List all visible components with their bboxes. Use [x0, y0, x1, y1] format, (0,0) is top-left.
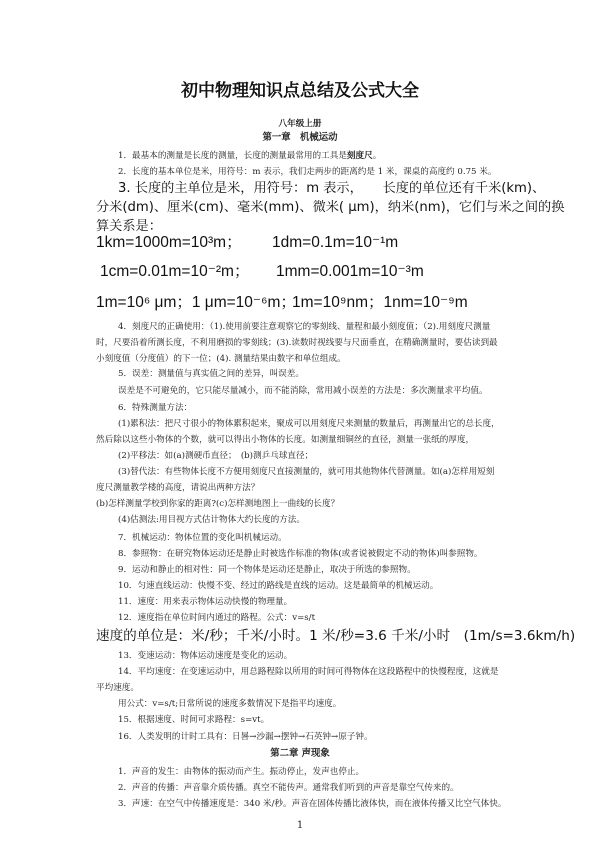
paragraph-6: 6．特殊测量方法： [118, 403, 193, 413]
chapter2-heading: 第二章 声现象 [270, 748, 330, 759]
paragraph-3b: 分米(dm)、厘米(cm)、毫米(mm)、微米( μm)，纳米(nm)，它们与米之间的换 [96, 200, 565, 215]
formula-um: 1m=10⁶ μm；1 μm=10⁻⁶m； [96, 294, 296, 311]
paragraph-14b: 平均速度。 [96, 683, 139, 693]
paragraph-4c: 小刻度值（分度值）的下一位；(4). 测量结果由数字和单位组成。 [96, 354, 346, 364]
paragraph-5: 5．误差：测量值与真实值之间的差异，叫误差。 [118, 369, 304, 379]
paragraph-6-1a: (1)累积法：把尺寸很小的物体累积起来，聚成可以用刻度尺来测量的数量后，再测量出它的总长度， [118, 419, 500, 429]
paragraph-5b: 误差是不可避免的，它只能尽量减小，而不能消除，常用减小误差的方法是：多次测量求平均值。 [118, 386, 488, 396]
paragraph-1: 1．最基本的测量是长度的测量，长度的测量最常用的工具是刻度尺。 [118, 151, 382, 161]
paragraph-16: 16．人类发明的计时工具有：日晷→沙漏→摆钟→石英钟→原子钟。 [118, 732, 373, 742]
paragraph-15: 15．根据速度、时间可求路程：s=vt。 [118, 715, 270, 725]
chapter2-item-3: 3．声速：在空气中传播速度是：340 米/秒。声音在固体传播比液体快，而在液体传播又比空气体快。 [118, 799, 507, 809]
grade-heading: 八年级上册 [278, 119, 322, 129]
paragraph-14a: 14．平均速度：在变速运动中，用总路程除以所用的时间可得物体在这段路程中的快慢程度，这就是 [118, 667, 499, 677]
paragraph-6-1b: 然后除以这些小物体的个数，就可以得出小物体的长度。如测量细铜丝的直径，测量一张纸的厚度， [96, 435, 475, 445]
paragraph-7: 7．机械运动：物体位置的变化叫机械运动。 [118, 533, 287, 543]
paragraph-3a: 3. 长度的主单位是米，用符号：m 表示， 长度的单位还有千米(km)、 [118, 181, 546, 196]
paragraph-3c: 算关系是： [96, 219, 162, 234]
formula-dm: 1dm=0.1m=10⁻¹m [272, 234, 399, 251]
chapter2-item-1: 1．声音的发生：由物体的振动而产生。振动停止，发声也停止。 [118, 767, 365, 777]
paragraph-6-2: (2)平移法：如(a)测硬币直径； (b)测乒乓球直径； [118, 451, 314, 461]
page-number: 1 [296, 820, 304, 831]
paragraph-8: 8．参照物：在研究物体运动还是静止时被选作标准的物体(或者说被假定不动的物体)叫参照物。 [118, 549, 483, 559]
paragraph-10: 10．匀速直线运动：快慢不变、经过的路线是直线的运动。这是最简单的机械运动。 [118, 581, 439, 591]
formula-nm: 1m=10⁹nm；1nm=10⁻⁹m [292, 294, 468, 311]
document-title: 初中物理知识点总结及公式大全 [181, 81, 419, 101]
paragraph-13: 13．变速运动：物体运动速度是变化的运动。 [118, 651, 293, 661]
formula-km: 1km=1000m=10³m； [96, 234, 242, 251]
paragraph-6-3c: (b)怎样测量学校到你家的距离?(c)怎样测地图上一曲线的长度？ [96, 499, 340, 509]
paragraph-14c: 用公式：v=s/t;日常所说的速度多数情况下是指平均速度。 [118, 699, 342, 709]
speed-units: 速度的单位是：米/秒；千米/小时。1 米/秒=3.6 千米/小时 (1m/s=3.6km/h) [96, 628, 576, 644]
formula-mm: 1mm=0.001m=10⁻³m [276, 263, 424, 280]
paragraph-11: 11．速度：用来表示物体运动快慢的物理量。 [118, 597, 293, 607]
paragraph-6-3b: 度尺测量教学楼的高度，请说出两种方法？ [96, 483, 260, 493]
paragraph-4a: 4．刻度尺的正确使用：（1).使用前要注意观察它的零刻线、量程和最小刻度值；（2).用刻度尺测量 [118, 322, 491, 332]
formula-cm: 1cm=0.01m=10⁻²m； [100, 263, 250, 280]
paragraph-6-3a: (3)替代法：有些物体长度不方便用刻度尺直接测量的，就可用其他物体代替测量。如(a)怎样用短刻 [118, 467, 495, 477]
ruler-term: 刻度尺 [346, 151, 373, 161]
paragraph-12: 12．速度指在单位时间内通过的路程。公式：v=s/t [118, 613, 316, 623]
paragraph-6-4: (4)估测法:用目视方式估计物体大约长度的方法。 [118, 515, 305, 525]
paragraph-2: 2．长度的基本单位是米，用符号：m 表示，我们走两步的距离约是 1 米，课桌的高度约 0.75 米。 [118, 167, 497, 177]
chapter2-item-2: 2．声音的传播：声音靠介质传播。真空不能传声。通常我们听到的声音是靠空气传来的。 [118, 783, 459, 793]
paragraph-9: 9．运动和静止的相对性：同一个物体是运动还是静止，取决于所选的参照物。 [118, 565, 416, 575]
chapter1-heading: 第一章 机械运动 [262, 132, 338, 143]
paragraph-4b: 时，尺要沿着所测长度，不利用磨损的零刻线；(3).读数时视线要与尺面垂直，在精确测量时，要估读到最 [96, 338, 498, 348]
